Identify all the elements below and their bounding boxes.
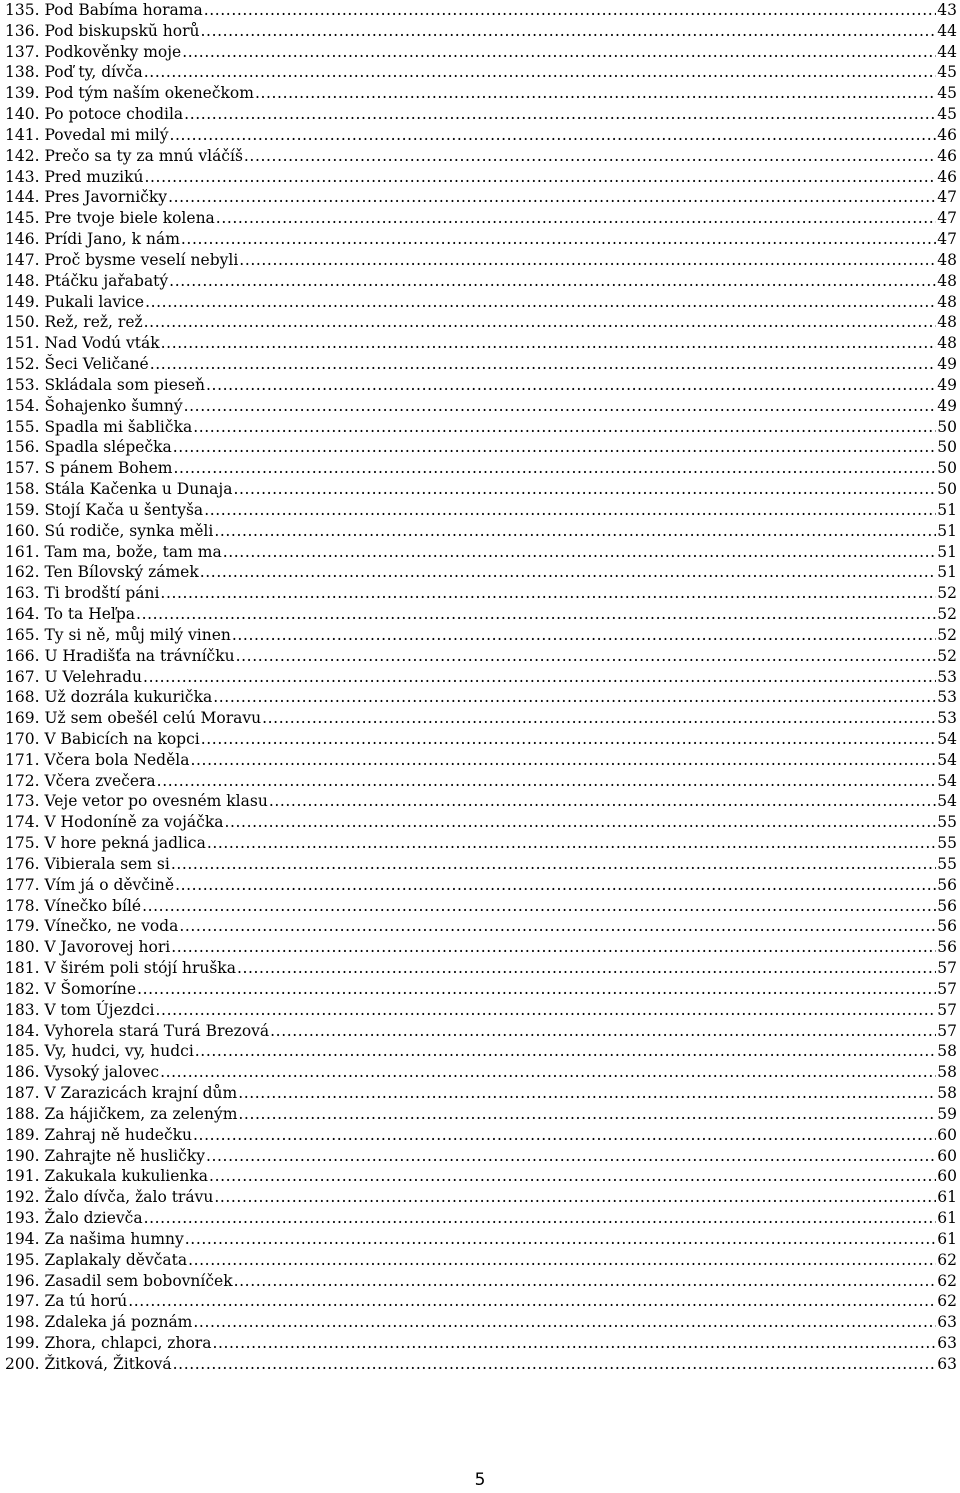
toc-entry-page: 50 xyxy=(937,459,957,478)
dot-leader xyxy=(207,833,936,854)
toc-entry-title: 169. Už sem obešél celú Moravu xyxy=(5,709,262,728)
toc-entry[interactable] xyxy=(5,854,957,875)
toc-entry[interactable] xyxy=(5,1229,957,1250)
toc-entry[interactable] xyxy=(5,542,957,563)
table-of-contents xyxy=(5,0,957,1375)
toc-entry-title: 183. V tom Újezdci xyxy=(5,1000,155,1019)
toc-entry[interactable] xyxy=(5,250,957,271)
toc-entry[interactable] xyxy=(5,1104,957,1125)
toc-entry-page: 45 xyxy=(937,105,957,124)
dot-leader xyxy=(179,916,936,937)
dot-leader xyxy=(269,791,936,812)
dot-leader xyxy=(184,104,936,125)
toc-entry-title: 146. Prídi Jano, k nám xyxy=(5,230,180,249)
toc-entry-page: 59 xyxy=(937,1104,957,1123)
toc-entry-title: 180. V Javorovej hori xyxy=(5,938,171,957)
toc-entry-title: 158. Stála Kačenka u Dunaja xyxy=(5,480,233,499)
dot-leader xyxy=(173,437,937,458)
toc-entry-title: 195. Zaplakaly děvčata xyxy=(5,1250,188,1269)
dot-leader xyxy=(206,375,936,396)
toc-entry[interactable] xyxy=(5,833,957,854)
toc-entry-title: 194. Za našima humny xyxy=(5,1229,184,1248)
toc-entry-page: 63 xyxy=(937,1354,957,1373)
toc-entry-title: 173. Veje vetor po ovesném klasu xyxy=(5,792,268,811)
dot-leader xyxy=(204,0,937,21)
toc-entry-title: 185. Vy, hudci, vy, hudci xyxy=(5,1042,194,1061)
toc-entry[interactable] xyxy=(5,729,957,750)
toc-entry[interactable] xyxy=(5,937,957,958)
toc-entry[interactable] xyxy=(5,1000,957,1021)
toc-entry-page: 57 xyxy=(937,959,957,978)
toc-entry[interactable] xyxy=(5,354,957,375)
toc-entry-page: 54 xyxy=(937,771,957,790)
dot-leader xyxy=(156,1000,937,1021)
toc-entry-title: 141. Povedal mi milý xyxy=(5,125,169,144)
toc-entry-title: 152. Šeci Veličané xyxy=(5,355,149,374)
toc-entry-title: 168. Už dozrála kukurička xyxy=(5,688,213,707)
toc-entry[interactable] xyxy=(5,1062,957,1083)
toc-entry-title: 192. Žalo dívča, žalo trávu xyxy=(5,1188,214,1207)
toc-entry-page: 45 xyxy=(937,84,957,103)
toc-entry-title: 190. Zahrajte ně husličky xyxy=(5,1146,205,1165)
toc-entry[interactable] xyxy=(5,1250,957,1271)
dot-leader xyxy=(144,1208,937,1229)
toc-entry-title: 159. Stojí Kača u šentyša xyxy=(5,500,204,519)
dot-leader xyxy=(144,312,937,333)
toc-entry-page: 56 xyxy=(937,917,957,936)
dot-leader xyxy=(244,146,936,167)
toc-entry-page: 50 xyxy=(937,480,957,499)
toc-entry-title: 189. Zahraj ně hudečku xyxy=(5,1125,193,1144)
toc-entry-title: 163. Ti brodští páni xyxy=(5,584,160,603)
dot-leader xyxy=(212,1333,936,1354)
toc-entry-title: 199. Zhora, chlapci, zhora xyxy=(5,1334,212,1352)
dot-leader xyxy=(171,854,936,875)
dot-leader xyxy=(238,1083,936,1104)
toc-entry[interactable] xyxy=(5,667,957,688)
toc-entry[interactable] xyxy=(5,1041,957,1062)
toc-entry[interactable] xyxy=(5,0,957,21)
dot-leader xyxy=(214,1187,936,1208)
toc-entry-title: 135. Pod Babíma horama xyxy=(5,1,203,19)
toc-entry-page: 51 xyxy=(937,542,957,561)
toc-entry[interactable] xyxy=(5,1333,957,1354)
toc-entry-page: 50 xyxy=(937,417,957,436)
toc-entry[interactable] xyxy=(5,1291,957,1312)
toc-entry-page: 49 xyxy=(937,375,957,394)
toc-entry-title: 200. Žitková, Žitková xyxy=(5,1354,172,1373)
toc-entry[interactable] xyxy=(5,875,957,896)
dot-leader xyxy=(214,521,936,542)
toc-entry[interactable] xyxy=(5,1083,957,1104)
dot-leader xyxy=(193,417,936,438)
dot-leader xyxy=(195,1041,936,1062)
toc-entry-page: 51 xyxy=(937,500,957,519)
toc-entry[interactable] xyxy=(5,521,957,542)
dot-leader xyxy=(201,729,937,750)
toc-entry[interactable] xyxy=(5,1146,957,1167)
toc-entry-title: 142. Prečo sa ty za mnú vláčíš xyxy=(5,146,243,165)
toc-entry[interactable] xyxy=(5,42,957,63)
toc-entry[interactable] xyxy=(5,208,957,229)
toc-entry[interactable] xyxy=(5,1271,957,1292)
toc-entry[interactable] xyxy=(5,562,957,583)
dot-leader xyxy=(143,667,936,688)
toc-entry-page: 47 xyxy=(937,209,957,228)
toc-entry-page: 58 xyxy=(937,1063,957,1082)
toc-entry-page: 51 xyxy=(937,521,957,540)
toc-entry-page: 46 xyxy=(937,146,957,165)
toc-entry-title: 184. Vyhorela stará Turá Brezová xyxy=(5,1021,270,1040)
dot-leader xyxy=(200,562,937,583)
dot-leader xyxy=(213,687,936,708)
toc-entry[interactable] xyxy=(5,437,957,458)
toc-entry-title: 175. V hore pekná jadlica xyxy=(5,834,206,853)
dot-leader xyxy=(209,1166,936,1187)
dot-leader xyxy=(175,875,936,896)
toc-entry-title: 197. Za tú horú xyxy=(5,1292,128,1311)
toc-entry[interactable] xyxy=(5,979,957,1000)
toc-entry-page: 58 xyxy=(937,1042,957,1061)
dot-leader xyxy=(190,750,936,771)
toc-entry[interactable] xyxy=(5,21,957,42)
dot-leader xyxy=(174,458,937,479)
toc-entry[interactable] xyxy=(5,791,957,812)
dot-leader xyxy=(262,708,936,729)
toc-entry[interactable] xyxy=(5,958,957,979)
dot-leader xyxy=(181,229,936,250)
toc-entry[interactable] xyxy=(5,750,957,771)
toc-entry[interactable] xyxy=(5,229,957,250)
dot-leader xyxy=(184,396,937,417)
toc-entry-page: 55 xyxy=(937,813,957,832)
toc-entry-title: 193. Žalo dzievča xyxy=(5,1209,143,1228)
toc-entry-page: 52 xyxy=(937,605,957,624)
toc-entry-title: 138. Poď ty, dívča xyxy=(5,63,143,82)
dot-leader xyxy=(145,292,936,313)
dot-leader xyxy=(233,479,936,500)
toc-entry-page: 47 xyxy=(937,230,957,249)
dot-leader xyxy=(193,1312,936,1333)
dot-leader xyxy=(238,1104,936,1125)
toc-entry-title: 178. Vínečko bílé xyxy=(5,896,142,915)
toc-entry[interactable] xyxy=(5,396,957,417)
dot-leader xyxy=(224,812,936,833)
toc-entry-title: 176. Vibierala sem si xyxy=(5,854,170,873)
toc-entry-title: 181. V širém poli stójí hruška xyxy=(5,959,236,978)
toc-entry-page: 60 xyxy=(937,1146,957,1165)
dot-leader xyxy=(144,167,936,188)
toc-entry-page: 57 xyxy=(937,1021,957,1040)
toc-entry-title: 144. Pres Javorničky xyxy=(5,188,168,207)
toc-entry-title: 167. U Velehradu xyxy=(5,667,143,686)
toc-entry-page: 62 xyxy=(937,1250,957,1269)
toc-entry[interactable] xyxy=(5,375,957,396)
toc-entry-title: 164. To ta Heľpa xyxy=(5,605,136,624)
toc-entry[interactable] xyxy=(5,479,957,500)
dot-leader xyxy=(137,979,936,1000)
toc-entry[interactable] xyxy=(5,417,957,438)
toc-entry[interactable] xyxy=(5,1354,957,1375)
toc-entry-page: 47 xyxy=(937,188,957,207)
dot-leader xyxy=(185,1229,936,1250)
toc-entry[interactable] xyxy=(5,292,957,313)
toc-entry-title: 160. Sú rodiče, synka měli xyxy=(5,521,214,540)
toc-entry-title: 162. Ten Bílovský zámek xyxy=(5,563,199,582)
dot-leader xyxy=(193,1125,936,1146)
toc-entry-title: 148. Ptáčku jařabatý xyxy=(5,271,169,290)
toc-entry-title: 188. Za hájičkem, za zeleným xyxy=(5,1104,238,1123)
toc-entry-page: 51 xyxy=(937,563,957,582)
toc-entry-title: 177. Vím já o děvčině xyxy=(5,875,175,894)
dot-leader xyxy=(160,583,936,604)
toc-entry[interactable] xyxy=(5,604,957,625)
toc-entry[interactable] xyxy=(5,1208,957,1229)
dot-leader xyxy=(160,1062,936,1083)
toc-entry-title: 136. Pod biskupskŭ horů xyxy=(5,21,200,40)
toc-entry-page: 48 xyxy=(937,292,957,311)
dot-leader xyxy=(170,125,937,146)
toc-entry-title: 156. Spadla slépečka xyxy=(5,438,172,457)
toc-entry-page: 44 xyxy=(937,42,957,61)
toc-entry[interactable] xyxy=(5,1021,957,1042)
toc-entry-page: 53 xyxy=(937,688,957,707)
dot-leader xyxy=(232,625,936,646)
toc-entry-page: 48 xyxy=(937,313,957,332)
dot-leader xyxy=(188,1250,936,1271)
dot-leader xyxy=(204,500,936,521)
dot-leader xyxy=(173,1354,937,1375)
toc-entry[interactable] xyxy=(5,312,957,333)
dot-leader xyxy=(237,958,936,979)
toc-entry-title: 182. V Šomoríne xyxy=(5,979,137,998)
toc-entry[interactable] xyxy=(5,1125,957,1146)
toc-entry-page: 60 xyxy=(937,1125,957,1144)
toc-entry[interactable] xyxy=(5,646,957,667)
toc-entry[interactable] xyxy=(5,1187,957,1208)
toc-entry[interactable] xyxy=(5,500,957,521)
toc-entry[interactable] xyxy=(5,333,957,354)
toc-entry[interactable] xyxy=(5,625,957,646)
dot-leader xyxy=(270,1021,936,1042)
toc-entry-page: 58 xyxy=(937,1084,957,1103)
toc-entry-title: 187. V Zarazicách krajní dům xyxy=(5,1084,238,1103)
toc-entry-page: 56 xyxy=(937,896,957,915)
toc-entry-title: 157. S pánem Bohem xyxy=(5,459,173,478)
toc-entry-title: 145. Pre tvoje biele kolena xyxy=(5,209,215,228)
toc-entry[interactable] xyxy=(5,125,957,146)
toc-entry-page: 62 xyxy=(937,1271,957,1290)
toc-entry-title: 140. Po potoce chodila xyxy=(5,105,184,124)
dot-leader xyxy=(150,354,937,375)
toc-entry-page: 61 xyxy=(937,1188,957,1207)
toc-entry-page: 62 xyxy=(937,1292,957,1311)
toc-entry-title: 153. Skládala som pieseň xyxy=(5,375,206,394)
toc-entry[interactable] xyxy=(5,1312,957,1333)
toc-entry-page: 52 xyxy=(937,646,957,665)
toc-entry-page: 54 xyxy=(937,729,957,748)
dot-leader xyxy=(168,187,936,208)
toc-entry-page: 52 xyxy=(937,625,957,644)
toc-entry[interactable] xyxy=(5,896,957,917)
toc-entry[interactable] xyxy=(5,708,957,729)
toc-entry-title: 154. Šohajenko šumný xyxy=(5,396,183,415)
toc-entry-title: 191. Zakukala kukulienka xyxy=(5,1167,209,1186)
toc-entry-title: 147. Proč bysme veselí nebyli xyxy=(5,250,239,269)
toc-entry[interactable] xyxy=(5,104,957,125)
toc-entry-page: 45 xyxy=(937,63,957,82)
toc-entry-page: 56 xyxy=(937,938,957,957)
dot-leader xyxy=(142,896,936,917)
toc-entry-page: 46 xyxy=(937,125,957,144)
toc-entry-page: 56 xyxy=(937,875,957,894)
toc-entry[interactable] xyxy=(5,271,957,292)
toc-entry-page: 53 xyxy=(937,667,957,686)
dot-leader xyxy=(161,333,937,354)
dot-leader xyxy=(201,21,937,42)
toc-entry-page: 63 xyxy=(937,1313,957,1332)
toc-entry-title: 155. Spadla mi šablička xyxy=(5,417,193,436)
dot-leader xyxy=(206,1146,936,1167)
toc-entry-title: 151. Nad Vodú vták xyxy=(5,334,160,353)
toc-entry-title: 179. Vínečko, ne voda xyxy=(5,917,179,936)
toc-entry-page: 57 xyxy=(937,1000,957,1019)
toc-entry-page: 50 xyxy=(937,438,957,457)
toc-entry-page: 61 xyxy=(937,1209,957,1228)
dot-leader xyxy=(128,1291,936,1312)
dot-leader xyxy=(239,250,936,271)
page-number: 5 xyxy=(474,1470,486,1490)
toc-entry-title: 171. Včera bola Neděla xyxy=(5,750,190,769)
toc-entry-page: 43 xyxy=(937,1,957,19)
toc-entry[interactable] xyxy=(5,916,957,937)
toc-entry-page: 48 xyxy=(937,250,957,269)
toc-entry-title: 170. V Babicích na kopci xyxy=(5,729,200,748)
toc-entry-title: 149. Pukali lavice xyxy=(5,292,145,311)
toc-entry-title: 150. Rež, rež, rež xyxy=(5,313,143,332)
toc-entry-page: 49 xyxy=(937,355,957,374)
toc-entry-page: 61 xyxy=(937,1229,957,1248)
dot-leader xyxy=(223,542,937,563)
toc-entry[interactable] xyxy=(5,167,957,188)
toc-entry-page: 60 xyxy=(937,1167,957,1186)
dot-leader xyxy=(136,604,936,625)
toc-entry-title: 186. Vysoký jalovec xyxy=(5,1063,160,1082)
toc-entry-title: 196. Zasadil sem bobovníček xyxy=(5,1271,233,1290)
toc-entry[interactable] xyxy=(5,687,957,708)
dot-leader xyxy=(236,646,937,667)
toc-entry-page: 49 xyxy=(937,396,957,415)
dot-leader xyxy=(144,62,937,83)
toc-entry-page: 55 xyxy=(937,854,957,873)
toc-entry-page: 48 xyxy=(937,334,957,353)
dot-leader xyxy=(157,771,937,792)
toc-entry-title: 139. Pod tým naším okenečkom xyxy=(5,84,254,103)
toc-entry-page: 54 xyxy=(937,792,957,811)
toc-entry[interactable] xyxy=(5,83,957,104)
dot-leader xyxy=(169,271,936,292)
toc-entry-page: 52 xyxy=(937,584,957,603)
toc-entry[interactable] xyxy=(5,146,957,167)
toc-entry[interactable] xyxy=(5,812,957,833)
toc-entry-page: 48 xyxy=(937,271,957,290)
dot-leader xyxy=(234,1271,937,1292)
dot-leader xyxy=(255,83,936,104)
toc-entry-page: 55 xyxy=(937,834,957,853)
toc-entry[interactable] xyxy=(5,771,957,792)
toc-entry-page: 53 xyxy=(937,709,957,728)
toc-entry-title: 166. U Hradišťa na trávníčku xyxy=(5,646,235,665)
toc-entry[interactable] xyxy=(5,1166,957,1187)
toc-entry-title: 172. Včera zvečera xyxy=(5,771,156,790)
toc-entry[interactable] xyxy=(5,583,957,604)
toc-entry-page: 46 xyxy=(937,167,957,186)
toc-entry-title: 174. V Hodoníně za vojáčka xyxy=(5,813,224,832)
dot-leader xyxy=(171,937,936,958)
toc-entry-title: 137. Podkověnky moje xyxy=(5,42,182,61)
dot-leader xyxy=(216,208,936,229)
toc-entry[interactable] xyxy=(5,458,957,479)
toc-entry[interactable] xyxy=(5,187,957,208)
toc-entry-title: 198. Zdaleka já poznám xyxy=(5,1313,193,1332)
toc-entry-page: 44 xyxy=(937,21,957,40)
toc-entry-page: 63 xyxy=(937,1334,957,1352)
dot-leader xyxy=(182,42,936,63)
toc-entry-title: 161. Tam ma, bože, tam ma xyxy=(5,542,222,561)
toc-entry-title: 165. Ty si ně, můj milý vinen xyxy=(5,625,231,644)
toc-entry-page: 57 xyxy=(937,979,957,998)
toc-entry-title: 143. Pred muzikú xyxy=(5,167,144,186)
toc-entry[interactable] xyxy=(5,62,957,83)
toc-entry-page: 54 xyxy=(937,750,957,769)
